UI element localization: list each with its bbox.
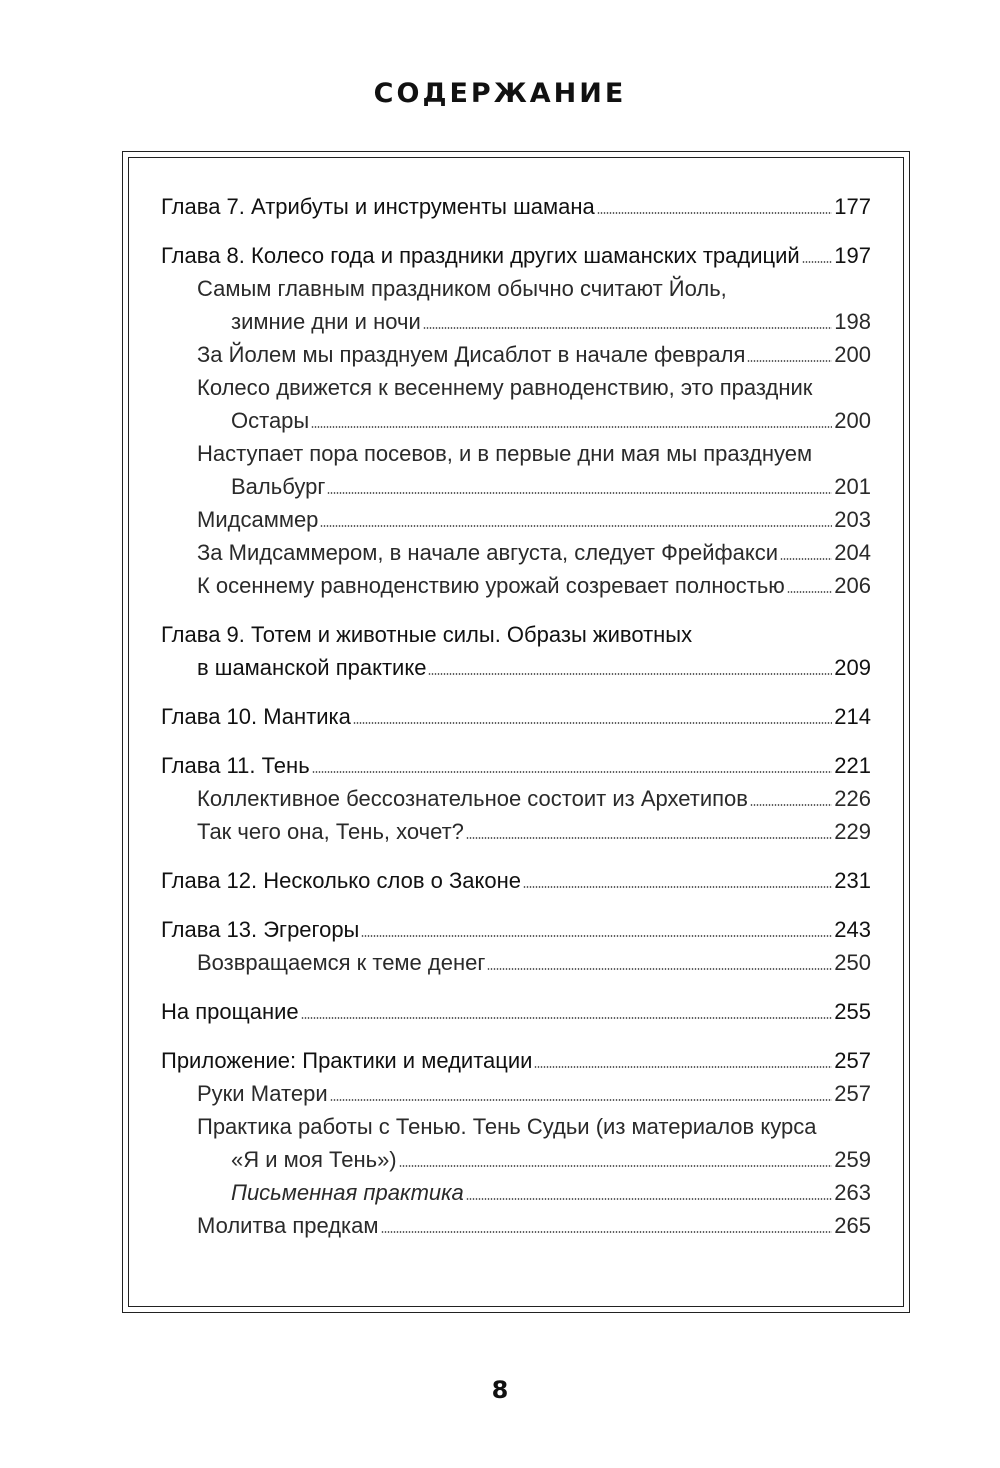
dot-leader bbox=[750, 804, 832, 806]
toc-entry-title: Колесо движется к весеннему равноденствию, это праздник bbox=[197, 375, 813, 400]
toc-subentry-archetypes[interactable] bbox=[161, 782, 871, 815]
toc-entry-farewell[interactable] bbox=[161, 995, 871, 1028]
toc-entry-title: Так чего она, Тень, хочет? bbox=[197, 819, 464, 844]
dot-leader bbox=[597, 212, 833, 214]
toc-entry-title: Глава 11. Тень bbox=[161, 753, 310, 778]
toc-entry-page: 250 bbox=[834, 950, 871, 975]
toc-entry-page: 200 bbox=[834, 342, 871, 367]
toc-entry-title: Мидсаммер bbox=[197, 507, 319, 532]
toc-subentry-shadow-wants[interactable] bbox=[161, 815, 871, 848]
table-of-contents bbox=[161, 190, 871, 1242]
toc-entry-title: Вальбург bbox=[231, 474, 326, 499]
toc-entry-page: 226 bbox=[834, 786, 871, 811]
dot-leader bbox=[780, 558, 832, 560]
toc-entry-page: 201 bbox=[834, 474, 871, 499]
toc-entry-title: На прощание bbox=[161, 999, 299, 1024]
toc-entry-page: 197 bbox=[834, 243, 871, 268]
toc-entry-title: Глава 7. Атрибуты и инструменты шамана bbox=[161, 194, 595, 219]
dot-leader bbox=[747, 360, 832, 362]
toc-entry-page: 177 bbox=[834, 194, 871, 219]
toc-entry-chapter-9-line1[interactable] bbox=[161, 618, 871, 651]
toc-entry-title: За Мидсаммером, в начале августа, следует Фрейфакси bbox=[197, 540, 779, 565]
toc-entry-chapter-13[interactable] bbox=[161, 913, 871, 946]
toc-entry-title: Руки Матери bbox=[197, 1081, 328, 1106]
toc-entry-page: 265 bbox=[834, 1213, 871, 1238]
toc-entry-page: 263 bbox=[834, 1180, 871, 1205]
dot-leader bbox=[423, 327, 833, 329]
toc-entry-chapter-7[interactable] bbox=[161, 190, 871, 223]
toc-entry-chapter-9[interactable] bbox=[161, 651, 871, 684]
toc-entry-page: 257 bbox=[834, 1081, 871, 1106]
toc-subentry-shadow-practice-line1[interactable] bbox=[161, 1110, 871, 1143]
toc-entry-title: Наступает пора посевов, и в первые дни мая мы празднуем bbox=[197, 441, 813, 466]
toc-subentry-freyfaxi[interactable] bbox=[161, 536, 871, 569]
toc-entry-title: Глава 9. Тотем и животные силы. Образы животных bbox=[161, 622, 693, 647]
toc-entry-page: 209 bbox=[834, 655, 871, 680]
page-number: 8 bbox=[491, 1376, 509, 1404]
toc-subentry-shadow-practice[interactable] bbox=[161, 1143, 871, 1176]
toc-entry-page: 214 bbox=[834, 704, 871, 729]
toc-entry-page: 204 bbox=[834, 540, 871, 565]
dot-leader bbox=[312, 771, 833, 773]
toc-entry-page: 221 bbox=[834, 753, 871, 778]
toc-entry-chapter-11[interactable] bbox=[161, 749, 871, 782]
toc-subentry-yule-line1[interactable] bbox=[161, 272, 871, 305]
toc-subentry-money[interactable] bbox=[161, 946, 871, 979]
toc-entry-page: 259 bbox=[834, 1147, 871, 1172]
toc-entry-title: Глава 13. Эгрегоры bbox=[161, 917, 360, 942]
dot-leader bbox=[327, 492, 832, 494]
toc-entry-title: Письменная практика bbox=[231, 1180, 464, 1205]
toc-entry-title: Глава 12. Несколько слов о Законе bbox=[161, 868, 521, 893]
toc-subentry-ostara-line1[interactable] bbox=[161, 371, 871, 404]
toc-entry-title: Коллективное бессознательное состоит из Архетипов bbox=[197, 786, 748, 811]
toc-entry-chapter-10[interactable] bbox=[161, 700, 871, 733]
toc-entry-title: Глава 10. Мантика bbox=[161, 704, 351, 729]
toc-entry-title: Возвращаемся к теме денег bbox=[197, 950, 486, 975]
toc-entry-page: 229 bbox=[834, 819, 871, 844]
dot-leader bbox=[330, 1099, 833, 1101]
toc-subentry-autumn-equinox[interactable] bbox=[161, 569, 871, 602]
dot-leader bbox=[428, 673, 832, 675]
toc-entry-title: зимние дни и ночи bbox=[231, 309, 421, 334]
toc-entry-title: Молитва предкам bbox=[197, 1213, 379, 1238]
toc-subentry-mothers-hands[interactable] bbox=[161, 1077, 871, 1110]
toc-entry-appendix[interactable] bbox=[161, 1044, 871, 1077]
dot-leader bbox=[466, 837, 832, 839]
toc-entry-title: «Я и моя Тень») bbox=[231, 1147, 397, 1172]
toc-entry-page: 257 bbox=[834, 1048, 871, 1073]
toc-subentry-written-practice[interactable] bbox=[161, 1176, 871, 1209]
dot-leader bbox=[320, 525, 832, 527]
toc-subentry-walburg[interactable] bbox=[161, 470, 871, 503]
dot-leader bbox=[787, 591, 833, 593]
dot-leader bbox=[802, 261, 833, 263]
toc-entry-title: За Йолем мы празднуем Дисаблот в начале февраля bbox=[197, 342, 746, 367]
dot-leader bbox=[301, 1017, 833, 1019]
toc-entry-title: Самым главным праздником обычно считают Йоль, bbox=[197, 276, 727, 301]
toc-entry-page: 200 bbox=[834, 408, 871, 433]
toc-entry-chapter-8[interactable] bbox=[161, 239, 871, 272]
toc-entry-page: 203 bbox=[834, 507, 871, 532]
toc-subentry-walburg-line1[interactable] bbox=[161, 437, 871, 470]
dot-leader bbox=[381, 1231, 833, 1233]
dot-leader bbox=[523, 886, 832, 888]
toc-entry-page: 198 bbox=[834, 309, 871, 334]
dot-leader bbox=[311, 426, 832, 428]
toc-entry-page: 255 bbox=[834, 999, 871, 1024]
toc-subentry-ostara[interactable] bbox=[161, 404, 871, 437]
toc-entry-title: Глава 8. Колесо года и праздники других шаманских традиций bbox=[161, 243, 800, 268]
dot-leader bbox=[353, 722, 832, 724]
toc-subentry-midsummer[interactable] bbox=[161, 503, 871, 536]
toc-entry-chapter-12[interactable] bbox=[161, 864, 871, 897]
toc-entry-page: 206 bbox=[834, 573, 871, 598]
dot-leader bbox=[399, 1165, 833, 1167]
toc-subentry-ancestors-prayer[interactable] bbox=[161, 1209, 871, 1242]
dot-leader bbox=[534, 1066, 832, 1068]
toc-entry-title: в шаманской практике bbox=[197, 655, 427, 680]
toc-entry-title: Практика работы с Тенью. Тень Судьи (из материалов курса bbox=[197, 1114, 817, 1139]
dot-leader bbox=[466, 1198, 833, 1200]
dot-leader bbox=[361, 935, 832, 937]
toc-entry-title: Остары bbox=[231, 408, 310, 433]
toc-subentry-yule[interactable] bbox=[161, 305, 871, 338]
toc-subentry-disablot[interactable] bbox=[161, 338, 871, 371]
dot-leader bbox=[487, 968, 832, 970]
toc-entry-title: Приложение: Практики и медитации bbox=[161, 1048, 533, 1073]
toc-entry-page: 231 bbox=[834, 868, 871, 893]
toc-entry-title: К осеннему равноденствию урожай созревает полностью bbox=[197, 573, 785, 598]
toc-entry-page: 243 bbox=[834, 917, 871, 942]
page-heading: СОДЕРЖАНИЕ bbox=[373, 78, 627, 109]
